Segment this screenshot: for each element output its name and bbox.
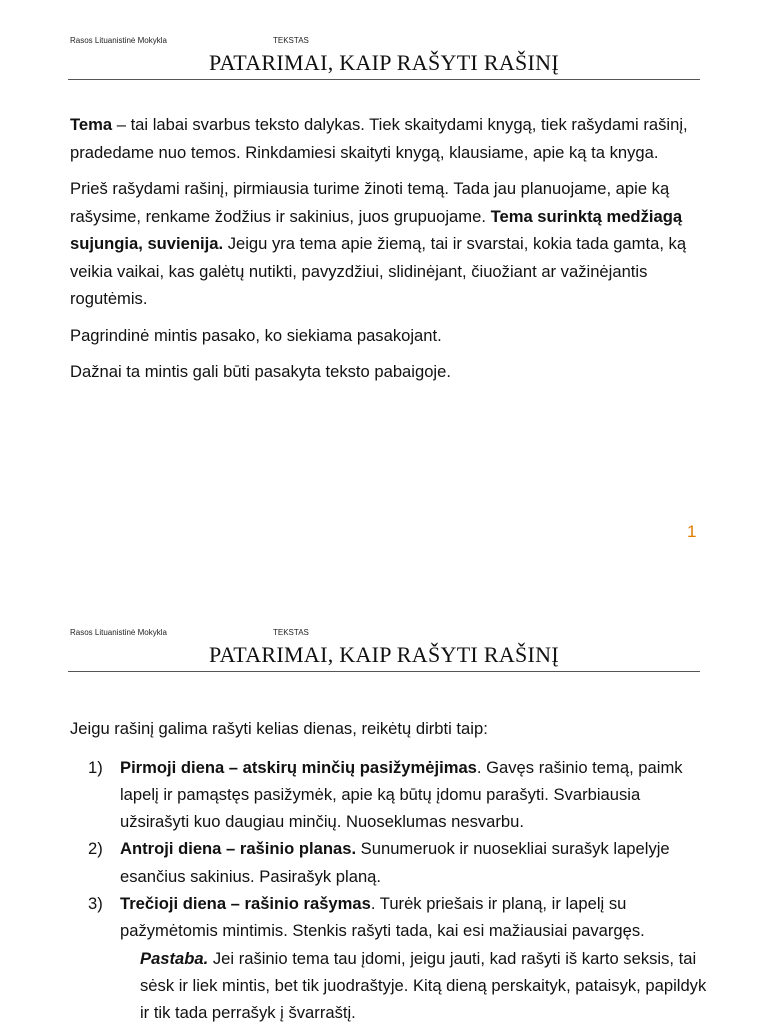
page-title: PATARIMAI, KAIP RAŠYTI RAŠINĮ <box>68 642 700 668</box>
header-divider <box>68 671 700 672</box>
paragraph-theme <box>70 111 710 166</box>
note-label: Pastaba. <box>140 949 208 968</box>
header-divider <box>68 79 700 80</box>
note-text: Jei rašinio tema tau įdomi, jeigu jauti, kad rašyti iš karto seksis, tai sėsk ir liek mintis, bet tik juodraštyje. Kitą dieną perskaityk, pataisyk, papildyk ir tik tada perrašyk į švarraštį. <box>140 949 706 1023</box>
list-item-number: 1) <box>88 754 103 781</box>
page-2-body <box>70 715 710 1026</box>
header-school-name: Rasos Lituanistinė Mokykla <box>70 628 167 637</box>
list-item-heading: Antroji diena – rašinio planas. <box>120 839 356 858</box>
page-number: 1 <box>687 522 696 542</box>
list-item-heading: Trečioji diena – rašinio rašymas <box>120 894 371 913</box>
list-item-heading: Pirmoji diena – atskirų minčių pasižymėjimas <box>120 758 477 777</box>
paragraph-planning <box>70 175 710 313</box>
term-theme: Tema <box>70 115 112 134</box>
note-block <box>120 945 710 1026</box>
header-school-name: Rasos Lituanistinė Mokykla <box>70 36 167 45</box>
emphasis-text: Tema surinktą medžiagą sujungia, suvienija. <box>70 207 682 254</box>
paragraph-ending: Dažnai ta mintis gali būti pasakyta teksto pabaigoje. <box>70 358 710 386</box>
list-item <box>70 890 710 1026</box>
list-item <box>70 754 710 836</box>
header-section-label: TEKSTAS <box>273 36 309 45</box>
document-page-2 <box>0 600 768 1024</box>
paragraph-text: – tai labai svarbus teksto dalykas. Tiek skaitydami knygą, tiek rašydami rašinį, pradedame nuo temos. Rinkdamiesi skaityti knygą, klausiame, apie ką ta knyga. <box>70 115 688 162</box>
list-item-text: Sunumeruok ir nuosekliai surašyk lapelyje esančius sakinius. Pasirašyk planą. <box>120 839 670 885</box>
list-item-number: 2) <box>88 835 103 862</box>
list-item-text: . Turėk priešais ir planą, ir lapelį su pažymėtomis mintimis. Stenkis rašyti tada, kai esi mažiausiai pavargęs. <box>120 894 645 940</box>
header-section-label: TEKSTAS <box>273 628 309 637</box>
paragraph-intro: Jeigu rašinį galima rašyti kelias dienas, reikėtų dirbti taip: <box>70 715 710 743</box>
page-1-body <box>70 111 710 395</box>
steps-list <box>70 754 710 1026</box>
list-item-number: 3) <box>88 890 103 917</box>
list-item <box>70 835 710 890</box>
page-title: PATARIMAI, KAIP RAŠYTI RAŠINĮ <box>68 50 700 76</box>
paragraph-main-idea: Pagrindinė mintis pasako, ko siekiama pasakojant. <box>70 322 710 350</box>
paragraph-text: Prieš rašydami rašinį, pirmiausia turime žinoti temą. Tada jau planuojame, apie ką rašysime, renkame žodžius ir sakinius, juos grupuojame. <box>70 179 669 226</box>
list-item-text: . Gavęs rašinio temą, paimk lapelį ir pamąstęs pasižymėk, apie ką būtų įdomu parašyti. Svarbiausia užsirašyti kuo daugiau minčių. Nuoseklumas nesvarbu. <box>120 758 683 832</box>
paragraph-text: Jeigu yra tema apie žiemą, tai ir svarstai, kokia tada gamta, ką veikia vaikai, kas galėtų nutikti, pavyzdžiui, slidinėjant, čiuožiant ar važinėjantis rogutėmis. <box>70 234 686 308</box>
